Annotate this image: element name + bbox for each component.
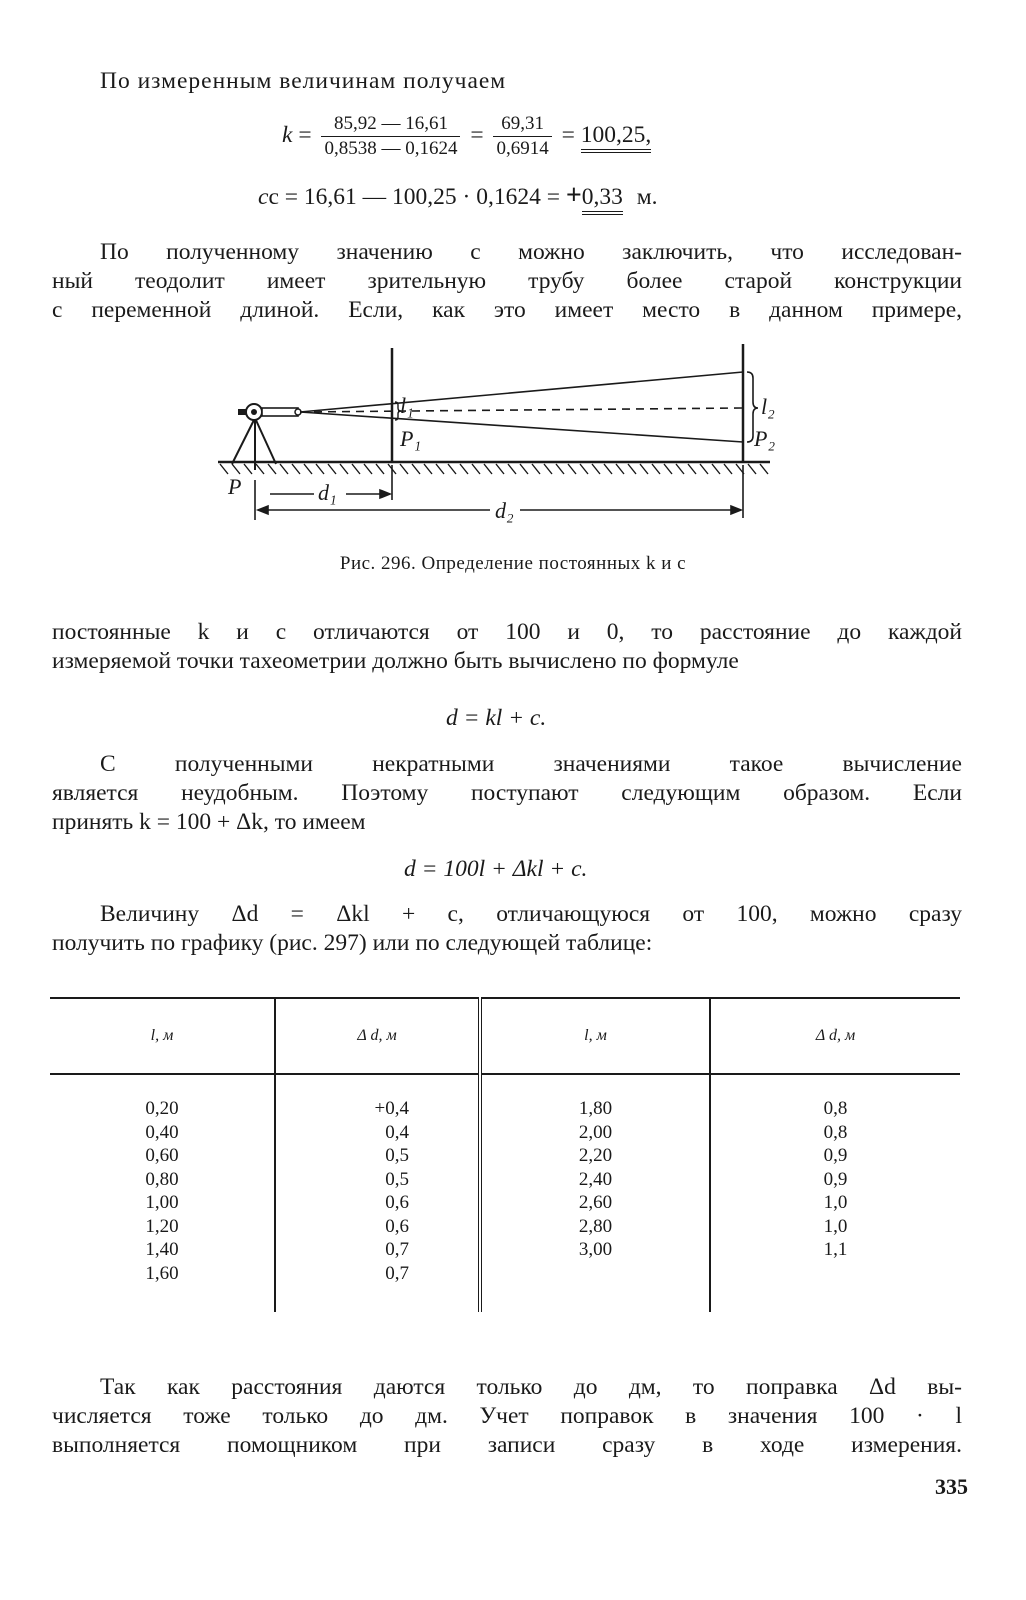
sight-lines [300,372,743,442]
paragraph-1-line-1: По полученному значению c можно заключить, что исследован- [100,239,962,265]
table-cell: 1,80 [578,1098,613,1119]
equation-d-2: d = 100l + Δkl + c. [404,856,588,882]
paragraph-5-line-3: выполняется помощником при записи сразу в ходе измерения. [52,1432,962,1458]
eq-c-expr: c = 16,61 — 100,25 · 0,1624 = [268,184,566,210]
table-cell: 1,00 [145,1192,179,1213]
table-row [50,1074,960,1312]
figure-296-diagram [210,340,790,530]
table-cell: 1,0 [823,1192,848,1213]
table-cell: 0,7 [385,1239,409,1260]
table-cell: 0,60 [145,1145,179,1166]
paragraph-1-line-2: ный теодолит имеет зрительную трубу более старой конструкции [52,268,962,294]
paragraph-5-line-2: числяется тоже только до дм. Учет поправок в значения 100 · l [52,1403,962,1429]
table-cell: 0,40 [145,1121,179,1143]
eq-k-fraction-2 [493,112,551,161]
label-d2: d₂ [495,498,514,523]
paragraph-3-line-3: принять k = 100 + Δk, то имеем [52,809,366,835]
table-header-row [50,998,960,1074]
table-cell: 2,80 [578,1215,613,1237]
theodolite-icon [238,404,301,420]
paragraph-2-line-1: постоянные k и c отличаются от 100 и 0, то расстояние до каждой [52,619,962,645]
table-cell: 0,9 [823,1168,848,1190]
table-cell: 0,6 [385,1192,409,1213]
table-col-l-1 [50,1074,275,1312]
eq-k-denominator-2: 0,6914 [496,138,549,159]
eq-k-lhs: k [282,121,293,148]
table-cell: 1,20 [145,1215,179,1237]
table-cell: 2,40 [578,1168,613,1190]
equation-d-1: d = kl + c. [446,705,547,731]
page-number: 335 [935,1474,968,1499]
eq-k-numerator-2: 69,31 [493,112,551,137]
eq-k-result: 100,25, [581,122,652,153]
table-header-l-2: l, м [480,998,710,1074]
paragraph-3 [52,750,962,837]
ground-hatching [220,464,768,474]
equation-c: cc = 16,61 — 100,25 · 0,1624 = +0,33 м. [258,180,658,212]
paragraph-5 [52,1373,962,1460]
table-cell: 1,40 [145,1239,179,1260]
table-cell: 0,7 [385,1262,409,1284]
table-cell: 0,8 [823,1098,848,1119]
table-cell: 0,80 [145,1168,179,1190]
label-l1: l₁ [400,393,414,418]
table-cell: 0,5 [385,1168,409,1190]
table-header-l-1: l, м [50,998,275,1074]
table-cell: 3,00 [578,1239,613,1260]
figure-caption: Рис. 296. Определение постоянных k и c [339,553,687,574]
paragraph-4-line-1: Величину Δd = Δkl + c, отличающуюся от 100, можно сразу [100,901,962,927]
table-header-dd-2: Δ d, м [710,998,960,1074]
eq-k-numerator-1: 85,92 — 16,61 [321,112,460,137]
paragraph-5-line-1: Так как расстояния даются только до дм, то поправка Δd вы- [100,1374,962,1400]
eq-c-sign: + [565,180,582,211]
paragraph-2 [52,618,962,676]
label-p: P [228,474,242,499]
eq-c-result: 0,33 [582,184,623,215]
label-p2: P₂ [754,426,776,451]
label-d1: d₁ [318,480,337,505]
paragraph-4-line-2: получить по графику (рис. 297) или по следующей таблице: [52,930,653,956]
table-cell: 0,20 [145,1098,179,1119]
intro-text: По измеренным величинам получаем [100,68,507,94]
paragraph-1 [52,238,962,325]
table-cell: 2,20 [578,1145,613,1166]
label-l2: l₂ [761,394,775,419]
table-cell: 0,5 [385,1145,409,1166]
table-cell: 0,6 [385,1215,409,1237]
paragraph-3-line-1: С полученными некратными значениями такое вычисление [100,751,962,777]
table-cell: 2,60 [578,1192,613,1213]
paragraph-2-line-2: измеряемой точки тахеометрии должно быть вычислено по формуле [52,648,739,674]
table-col-dd-1 [275,1074,480,1312]
eq-k-fraction-1 [321,112,460,161]
eq-c-unit: м. [636,184,658,210]
table-cell: 0,4 [385,1121,409,1143]
table-col-dd-2 [710,1074,960,1312]
eq-k-denominator-1: 0,8538 — 0,1624 [324,138,458,159]
table-cell: 1,60 [145,1262,179,1284]
paragraph-3-line-2: является неудобным. Поэтому поступают следующим образом. Если [52,780,962,806]
equation-k: k = $\frac{85,92 — 16,61}{0,8538 — 0,1624}$ = $\frac{69,31}{0,6914}$ = 100,25, [282,113,652,159]
table-cell: 1,1 [823,1239,848,1260]
table-cell: 1,0 [823,1215,848,1237]
table-col-l-2 [480,1074,710,1312]
table-header-dd-1: Δ d, м [275,998,480,1074]
table-cell: 0,8 [823,1121,848,1143]
correction-table [50,997,960,1312]
table-cell: +0,4 [374,1098,409,1119]
paragraph-4 [52,900,962,958]
label-p1: P₁ [400,426,422,451]
table-cell: 0,9 [823,1145,848,1166]
table-cell: 2,00 [578,1121,613,1143]
paragraph-1-line-3: с переменной длиной. Если, как это имеет место в данном примере, [52,297,962,323]
